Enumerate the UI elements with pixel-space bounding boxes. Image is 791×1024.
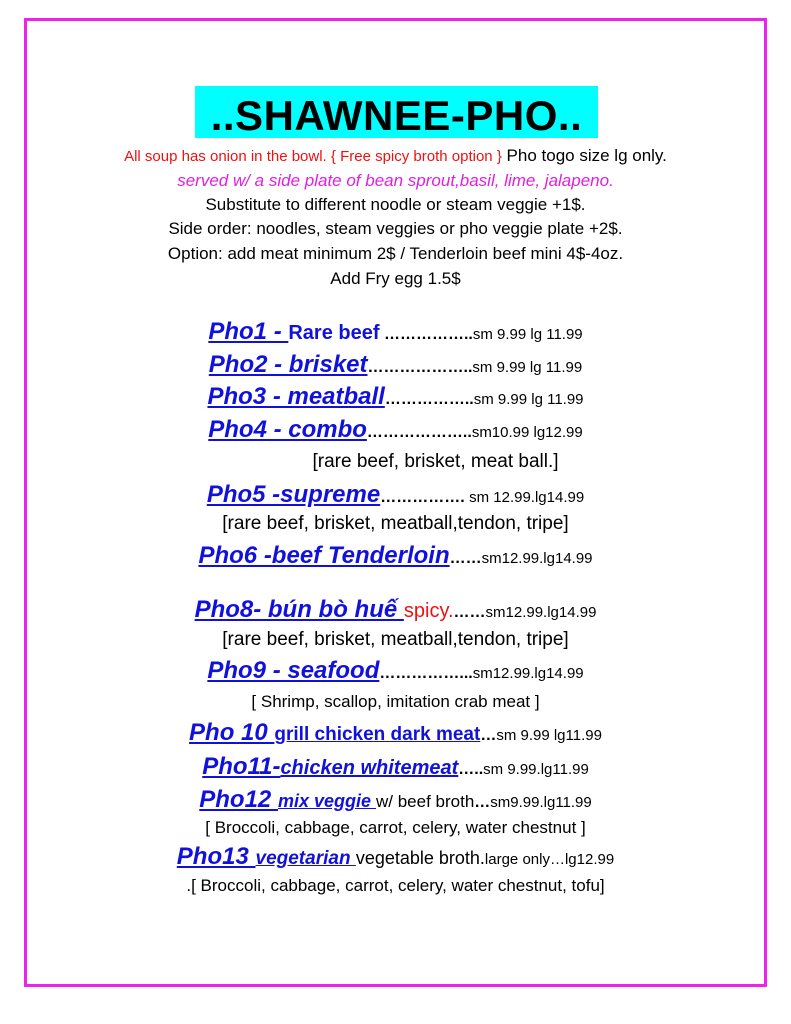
- note-add-meat: Option: add meat minimum 2$ / Tenderloin beef mini 4$-4oz.: [167, 244, 624, 263]
- menu-item-pho5: Pho5 -supreme……………. sm 12.99.lg14.99: [206, 481, 585, 508]
- menu-item-pho12-detail: [ Broccoli, cabbage, carrot, celery, water chestnut ]: [205, 818, 586, 837]
- menu-item-pho11: Pho11-chicken whitemeat…..sm 9.99.lg11.99: [202, 753, 589, 780]
- menu-item-pho5-detail: [rare beef, brisket, meatball,tendon, tripe]: [222, 513, 569, 534]
- note-side-order: Side order: noodles, steam veggies or pho veggie plate +2$.: [168, 219, 623, 238]
- menu-item-pho4: Pho4 - combo………………..sm10.99 lg12.99: [208, 416, 583, 443]
- menu-item-pho9-detail: [ Shrimp, scallop, imitation crab meat ]: [251, 692, 540, 711]
- note-substitute: Substitute to different noodle or steam veggie +1$.: [205, 195, 586, 214]
- menu-item-pho1: Pho1 - Rare beef ……………..sm 9.99 lg 11.99: [208, 318, 583, 345]
- menu-item-pho3: Pho3 - meatball……………..sm 9.99 lg 11.99: [207, 383, 584, 410]
- menu-item-pho9: Pho9 - seafood……………...sm12.99.lg14.99: [207, 657, 584, 684]
- note-side-plate: served w/ a side plate of bean sprout,basil, lime, jalapeno.: [177, 171, 614, 190]
- menu-item-pho12: Pho12 mix veggie w/ beef broth…sm9.99.lg11.99: [199, 786, 592, 813]
- menu-item-pho2: Pho2 - brisket………………..sm 9.99 lg 11.99: [208, 351, 583, 378]
- menu-item-pho6: Pho6 -beef Tenderloin……sm12.99.lg14.99: [198, 542, 593, 569]
- menu-item-pho10: Pho 10 grill chicken dark meat…sm 9.99 lg11.99: [189, 719, 602, 746]
- menu-item-pho13: Pho13 vegetarian vegetable broth.large only…lg12.99: [176, 843, 615, 870]
- menu-item-pho8-detail: [rare beef, brisket, meatball,tendon, tripe]: [222, 629, 569, 650]
- note-fry-egg: Add Fry egg 1.5$: [330, 269, 461, 288]
- menu-title: ..SHAWNEE-PHO..: [210, 92, 583, 139]
- menu-item-pho13-detail: .[ Broccoli, cabbage, carrot, celery, water chestnut, tofu]: [186, 876, 605, 895]
- note-onion: All soup has onion in the bowl. { Free spicy broth option } Pho togo size lg only.: [124, 146, 667, 165]
- menu-item-pho4-detail: [rare beef, brisket, meat ball.]: [312, 451, 559, 472]
- menu-item-pho8: Pho8- bún bò huế spicy.……sm12.99.lg14.99: [194, 596, 597, 623]
